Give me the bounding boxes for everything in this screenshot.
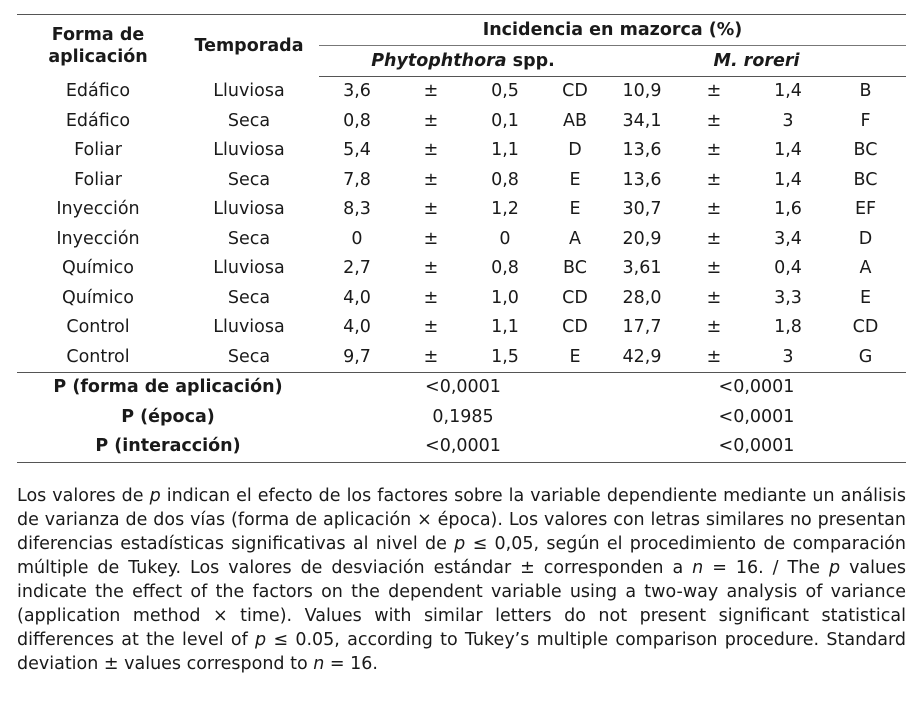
table-row bbox=[17, 284, 906, 314]
forma-cell: Control bbox=[66, 317, 130, 337]
phyto-mean: 0,8 bbox=[343, 110, 371, 131]
table-row bbox=[17, 166, 906, 196]
mroreri-mean: 20,9 bbox=[622, 228, 662, 249]
table-row bbox=[17, 107, 906, 137]
temporada-cell: Seca bbox=[227, 169, 271, 190]
table-row bbox=[17, 225, 906, 255]
phyto-pm: ± bbox=[423, 346, 439, 367]
phyto-pm: ± bbox=[423, 317, 439, 337]
incidence-table bbox=[17, 14, 906, 463]
temporada-cell: Seca bbox=[227, 110, 271, 131]
mroreri-letter: EF bbox=[854, 199, 877, 219]
p-value-label: P (interacción) bbox=[17, 432, 319, 462]
mroreri-mean: 28,0 bbox=[622, 287, 662, 308]
mroreri-sd: 1,4 bbox=[774, 169, 802, 190]
mroreri-sd: 3,3 bbox=[774, 287, 802, 308]
phyto-mean: 0 bbox=[351, 228, 363, 249]
table-row bbox=[17, 136, 906, 166]
temporada-cell: Seca bbox=[227, 287, 271, 308]
mroreri-pm: ± bbox=[706, 199, 722, 219]
phyto-pm: ± bbox=[423, 140, 439, 160]
phyto-sd: 0,5 bbox=[491, 81, 519, 101]
mroreri-mean: 13,6 bbox=[622, 169, 662, 190]
mroreri-mean: 3,61 bbox=[622, 258, 662, 278]
mroreri-sd: 3,4 bbox=[774, 228, 802, 249]
forma-cell: Edáfico bbox=[65, 80, 131, 101]
mroreri-letter: B bbox=[859, 81, 872, 101]
mroreri-letter: G bbox=[858, 346, 873, 367]
header-temporada: Temporada bbox=[179, 15, 319, 77]
phyto-mean: 8,3 bbox=[343, 199, 371, 219]
phyto-sd: 0,8 bbox=[491, 169, 519, 190]
p-value-row bbox=[17, 403, 906, 433]
phyto-pm: ± bbox=[423, 258, 439, 278]
phyto-pm: ± bbox=[423, 81, 439, 101]
table-row bbox=[17, 77, 906, 107]
phyto-letter: AB bbox=[563, 110, 587, 131]
mroreri-pm: ± bbox=[706, 140, 722, 160]
forma-cell: Edáfico bbox=[65, 110, 131, 131]
mroreri-sd: 1,4 bbox=[774, 81, 802, 101]
phyto-letter: E bbox=[569, 199, 581, 219]
phyto-mean: 2,7 bbox=[343, 258, 371, 278]
phyto-mean: 4,0 bbox=[343, 287, 371, 308]
mroreri-sd: 1,8 bbox=[774, 317, 802, 337]
forma-cell: Foliar bbox=[74, 140, 122, 160]
mroreri-pm: ± bbox=[706, 258, 722, 278]
header-forma: Forma de aplicación bbox=[17, 15, 179, 77]
phyto-letter: D bbox=[568, 140, 582, 160]
phyto-sd: 1,5 bbox=[491, 346, 519, 367]
mroreri-letter: E bbox=[859, 287, 872, 308]
p-value-m-roreri: <0,0001 bbox=[607, 373, 906, 403]
temporada-cell: Lluviosa bbox=[213, 199, 285, 219]
header-row-1 bbox=[17, 15, 906, 46]
table-footnote: Los valores de p indican el efecto de los factores sobre la variable dependiente mediante un análisis de varianza de dos vías (forma de aplicación × época). Los valores con letras similares no presentan diferencias estadísticas significativas al nivel de p ≤ 0,05, según el procedimiento de comparación múltiple de Tukey. Los valores de desviación estándar ± corresponden a n = 16. / The p values indicate the effect of the factors on the dependent variable using a two-way analysis of variance (application method × time). Values with similar letters do not present significant statistical differences at the level of p ≤ 0.05, according to Tukey’s multiple comparison procedure. Standard deviation ± values correspond to n = 16. bbox=[17, 486, 906, 674]
p-value-phytophthora: <0,0001 bbox=[319, 432, 607, 462]
mroreri-sd: 3 bbox=[782, 110, 794, 131]
phyto-mean: 7,8 bbox=[343, 169, 371, 190]
p-value-row bbox=[17, 373, 906, 403]
mroreri-pm: ± bbox=[706, 81, 722, 101]
mroreri-pm: ± bbox=[706, 317, 722, 337]
mroreri-letter: BC bbox=[853, 140, 878, 160]
phyto-mean: 5,4 bbox=[343, 140, 371, 160]
phyto-letter: BC bbox=[563, 258, 587, 278]
phyto-letter: E bbox=[569, 169, 581, 190]
phyto-pm: ± bbox=[423, 287, 439, 308]
forma-cell: Inyección bbox=[56, 199, 140, 219]
mroreri-pm: ± bbox=[706, 169, 722, 190]
mroreri-mean: 42,9 bbox=[622, 346, 662, 367]
mroreri-sd: 0,4 bbox=[774, 258, 802, 278]
mroreri-letter: BC bbox=[853, 169, 878, 190]
phyto-sd: 0 bbox=[499, 228, 511, 249]
mroreri-pm: ± bbox=[706, 228, 722, 249]
p-value-m-roreri: <0,0001 bbox=[718, 406, 795, 427]
forma-cell: Químico bbox=[62, 287, 134, 308]
phyto-sd: 1,2 bbox=[491, 199, 519, 219]
mroreri-letter: D bbox=[858, 228, 873, 249]
phyto-sd: 1,1 bbox=[491, 317, 519, 337]
p-value-phytophthora: <0,0001 bbox=[319, 373, 607, 403]
phyto-pm: ± bbox=[423, 110, 439, 131]
p-value-row bbox=[17, 432, 906, 462]
forma-cell: Foliar bbox=[74, 169, 122, 190]
phyto-mean: 4,0 bbox=[343, 317, 371, 337]
phyto-letter: A bbox=[569, 228, 581, 249]
phyto-pm: ± bbox=[423, 199, 439, 219]
header-phytophthora: Phytophthora spp. bbox=[319, 46, 607, 77]
mroreri-mean: 13,6 bbox=[622, 140, 662, 160]
temporada-cell: Lluviosa bbox=[213, 258, 285, 278]
p-value-label: P (época) bbox=[121, 406, 215, 427]
table-row bbox=[17, 254, 906, 284]
p-value-m-roreri: <0,0001 bbox=[607, 432, 906, 462]
phyto-sd: 1,1 bbox=[491, 140, 519, 160]
temporada-cell: Seca bbox=[227, 228, 271, 249]
temporada-cell: Seca bbox=[227, 346, 271, 367]
table-row bbox=[17, 313, 906, 343]
header-incidencia: Incidencia en mazorca (%) bbox=[319, 15, 906, 46]
mroreri-mean: 34,1 bbox=[622, 110, 662, 131]
mroreri-letter: CD bbox=[852, 317, 879, 337]
phyto-mean: 9,7 bbox=[343, 346, 371, 367]
temporada-cell: Lluviosa bbox=[213, 140, 285, 160]
p-value-label: P (forma de aplicación) bbox=[17, 373, 319, 403]
forma-cell: Inyección bbox=[56, 228, 140, 249]
mroreri-mean: 17,7 bbox=[622, 317, 662, 337]
mroreri-mean: 10,9 bbox=[622, 81, 662, 101]
forma-cell: Químico bbox=[62, 258, 134, 278]
phyto-letter: CD bbox=[562, 287, 588, 308]
mroreri-sd: 1,6 bbox=[774, 199, 802, 219]
mroreri-letter: A bbox=[859, 258, 872, 278]
forma-cell: Control bbox=[66, 346, 130, 367]
table-row bbox=[17, 195, 906, 225]
phyto-pm: ± bbox=[423, 228, 439, 249]
phyto-letter: CD bbox=[562, 81, 588, 101]
mroreri-pm: ± bbox=[706, 110, 722, 131]
mroreri-pm: ± bbox=[706, 287, 722, 308]
phyto-mean: 3,6 bbox=[343, 81, 371, 101]
p-value-phytophthora: 0,1985 bbox=[432, 406, 494, 427]
mroreri-sd: 1,4 bbox=[774, 140, 802, 160]
mroreri-sd: 3 bbox=[782, 346, 794, 367]
temporada-cell: Lluviosa bbox=[213, 317, 285, 337]
table-body bbox=[17, 77, 906, 373]
phyto-letter: CD bbox=[562, 317, 588, 337]
mroreri-mean: 30,7 bbox=[622, 199, 662, 219]
temporada-cell: Lluviosa bbox=[213, 80, 285, 101]
header-m-roreri: M. roreri bbox=[607, 46, 906, 77]
phyto-sd: 0,8 bbox=[491, 258, 519, 278]
p-values-body bbox=[17, 373, 906, 463]
phyto-sd: 1,0 bbox=[491, 287, 519, 308]
phyto-letter: E bbox=[569, 346, 581, 367]
table-row bbox=[17, 343, 906, 373]
phyto-pm: ± bbox=[423, 169, 439, 190]
phyto-sd: 0,1 bbox=[491, 110, 519, 131]
mroreri-letter: F bbox=[860, 110, 871, 131]
mroreri-pm: ± bbox=[706, 346, 722, 367]
